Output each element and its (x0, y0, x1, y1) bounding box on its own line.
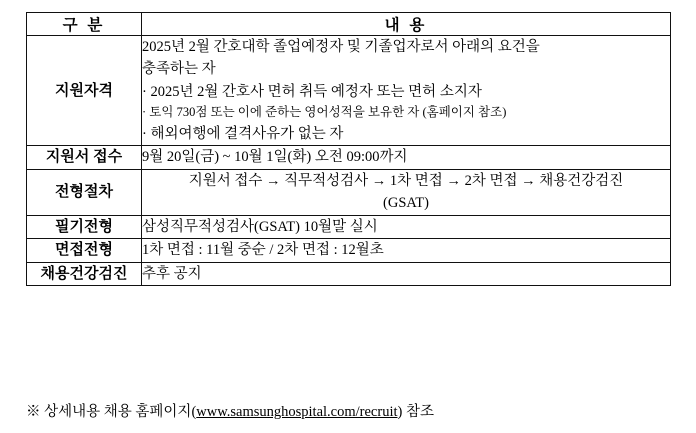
header-cell-content: 내 용 (142, 13, 671, 36)
interview-line-1: 1차 면접 : 11월 중순 / 2차 면접 : 12월초 (142, 242, 384, 259)
health-check-line-1: 추후 공지 (142, 265, 202, 282)
row-content-process (142, 169, 671, 215)
table-row (27, 262, 671, 285)
recruitment-site-link[interactable]: www.samsunghospital.com/recruit (196, 404, 398, 420)
row-label-qualification: 지원자격 (27, 36, 142, 146)
row-content-health-check (142, 262, 671, 285)
process-line-2: (GSAT) (383, 195, 429, 212)
row-content-written-test (142, 215, 671, 238)
row-label-application-period: 지원서 접수 (27, 146, 142, 169)
qualification-line-4: · 토익 730점 또는 이에 준하는 영어성적을 보유한 자 (홈페이지 참조) (142, 105, 507, 120)
qualification-line-3: · 2025년 2월 간호사 면허 취득 예정자 또는 면허 소지자 (142, 83, 482, 100)
header-cell-division: 구 분 (27, 13, 142, 36)
row-label-health-check: 채용건강검진 (27, 262, 142, 285)
table-row (27, 169, 671, 215)
table-row (27, 146, 671, 169)
row-content-qualification (142, 36, 671, 146)
table-row (27, 36, 671, 146)
qualification-line-1: 2025년 2월 간호대학 졸업예정자 및 기졸업자로서 아래의 요건을 (142, 39, 540, 55)
footnote (26, 400, 434, 421)
written-test-line-1: 삼성직무적성검사(GSAT) 10월말 실시 (142, 218, 378, 235)
process-line-1: 지원서 접수 → 직무적성검사 → 1차 면접 → 2차 면접 → 채용건강검진 (188, 172, 624, 189)
row-content-interview (142, 239, 671, 262)
row-label-interview: 면접전형 (27, 239, 142, 262)
qualification-line-2: 충족하는 자 (142, 61, 216, 78)
table-row (27, 239, 671, 262)
row-label-process: 전형절차 (27, 169, 142, 215)
qualification-line-5: · 해외여행에 결격사유가 없는 자 (142, 125, 344, 142)
recruitment-table (26, 12, 671, 286)
footnote-suffix: ) 참조 (397, 404, 434, 420)
footnote-prefix: ※ 상세내용 채용 홈페이지( (26, 404, 197, 420)
table-header-row (27, 13, 671, 36)
row-content-application-period (142, 146, 671, 169)
table-row (27, 215, 671, 238)
application-period-line-1: 9월 20일(금) ~ 10월 1일(화) 오전 09:00까지 (142, 149, 408, 166)
row-label-written-test: 필기전형 (27, 215, 142, 238)
